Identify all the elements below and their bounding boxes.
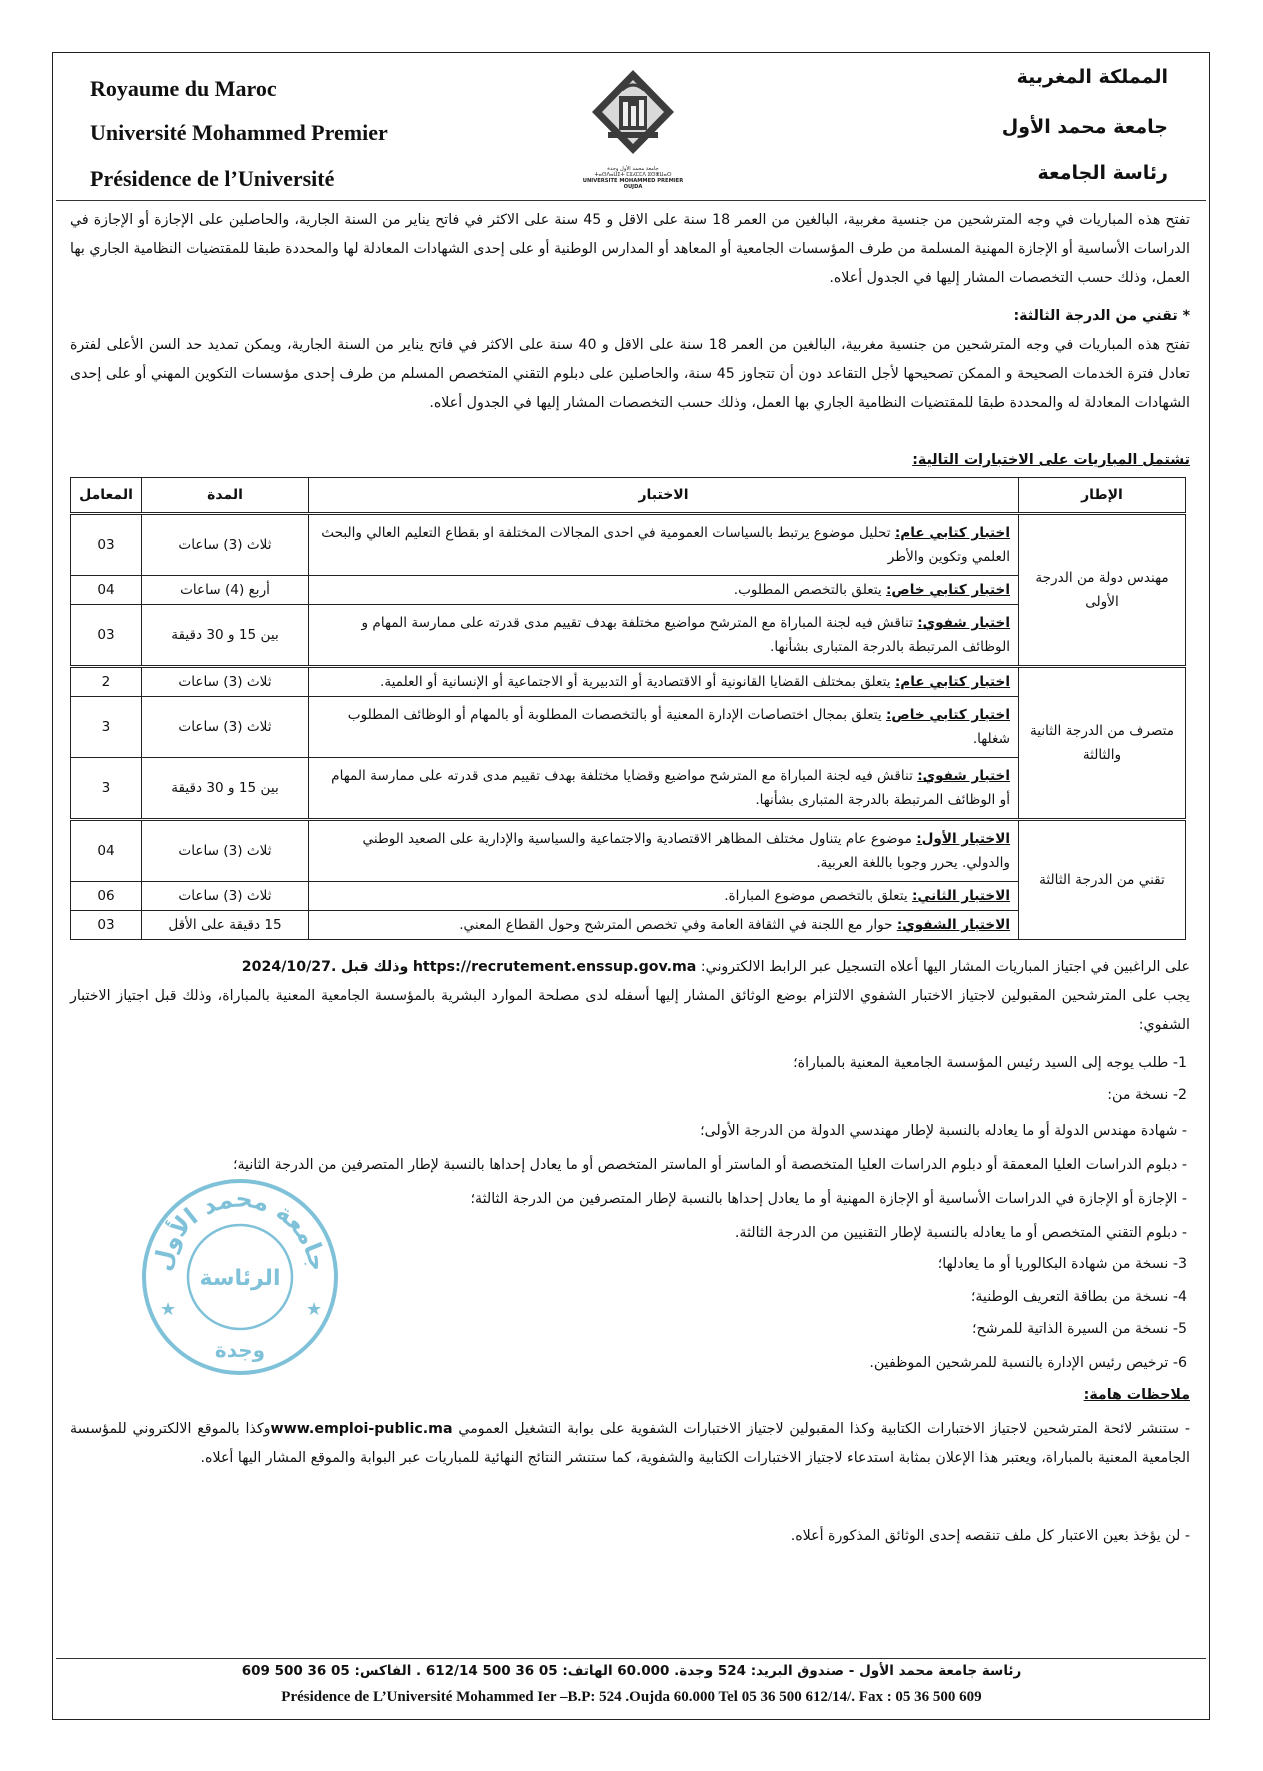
table-row: [71, 882, 1186, 911]
logo-caption-fr: UNIVERSITE MOHAMMED PREMIER OUJDA: [582, 178, 684, 190]
exam-cell: [309, 820, 1019, 882]
coef-cell: 3: [71, 758, 142, 820]
col-cadre-header: الإطار: [1019, 478, 1186, 514]
table-header-row: [71, 478, 1186, 514]
exam-cell: [309, 514, 1019, 576]
duration-cell: ثلاث (3) ساعات: [142, 697, 309, 758]
col-duration-header: المدة: [142, 478, 309, 514]
registration-deadline-label: وذلك قبل: [340, 959, 409, 975]
table-row: [71, 697, 1186, 758]
exam-cell: [309, 697, 1019, 758]
exam-label: اختبار كتابي عام:: [894, 525, 1010, 541]
stamp-center-text: الرئاسة: [199, 1266, 281, 1291]
doc-item: - دبلوم الدراسات العليا المعمقة أو دبلوم الدراسات العليا المتخصصة أو الماستر أو الماستر المتخصص أو ما يعادل إحداها بالنسبة لإطار المتصرفين من الدرجة الثانية؛: [232, 1157, 1187, 1173]
note-publication-text-a: - ستنشر لائحة المترشحين لاجتياز الاختبارات الكتابية وكذا المقبولين لاجتياز الاختبارات الشفوية على بوابة التشغيل العمومي: [458, 1421, 1191, 1437]
intro-paragraph-2: تفتح هذه المباريات في وجه المترشحين من جنسية مغربية، البالغين من العمر 18 سنة على الاقل و 40 سنة على الاكثر في فاتح يناير من السنة الجارية، ويمكن تمديد حد السن الأعلى لفترة تعادل فترة الخدمات الصحيحة و الممكن تصحيحها لأجل التقاعد دون أن تتجاوز 45 سنة، والحاصلين على دبلوم التقني المتخصص المسلم من طرف إحدى مؤسسات التكوين المهني أو على إحدى الشهادات المعادلة له والمحددة طبقا للمقتضيات النظامية الجاري بها العمل، وذلك حسب التخصصات المشار إليها في الجدول أعلاه.: [70, 337, 1191, 411]
logo-emblem-icon: [578, 66, 688, 166]
coef-cell: 03: [71, 911, 142, 940]
exam-text: حوار مع اللجنة في الثقافة العامة وفي تخصص المترشح وحول القطاع المعني.: [459, 917, 893, 933]
doc-item: - شهادة مهندس الدولة أو ما يعادله بالنسبة لإطار مهندسي الدولة من الدرجة الأولى؛: [700, 1123, 1187, 1139]
exam-label: الاختبار الثاني:: [911, 888, 1010, 904]
duration-cell: ثلاث (3) ساعات: [142, 514, 309, 576]
exam-text: يتعلق بمختلف القضايا القانونية أو الاقتصادية أو التدبيرية أو الاجتماعية أو الإنسانية أو العلمية.: [380, 674, 891, 690]
cadre-cell: متصرف من الدرجة الثانية والثالثة: [1019, 667, 1186, 820]
doc-item: 5- نسخة من السيرة الذاتية للمرشح؛: [971, 1321, 1187, 1337]
registration-text: على الراغبين في اجتياز المباريات المشار اليها أعلاه التسجيل عبر الرابط الالكتروني:: [700, 959, 1190, 975]
exam-text: يتعلق بالتخصص موضوع المباراة.: [724, 888, 908, 904]
oral-docs-intro: يجب على المترشحين المقبولين لاجتياز الاختبار الشفوي الالتزام بوضع الوثائق المشار إليها أسفله لدى مصلحة الموارد البشرية بالمؤسسة الجامعية المعنية بالمباراة، وذلك قبل اجتياز الاختبار الشفوي:: [70, 988, 1190, 1033]
doc-item: - دبلوم التقني المتخصص أو ما يعادله بالنسبة لإطار التقنيين من الدرجة الثالثة.: [734, 1225, 1187, 1241]
exam-label: اختبار كتابي خاص:: [886, 707, 1010, 723]
table-row: [71, 820, 1186, 882]
exam-label: اختبار شفوي:: [917, 768, 1010, 784]
duration-cell: بين 15 و 30 دقيقة: [142, 605, 309, 667]
exam-cell: [309, 882, 1019, 911]
exam-label: اختبار شفوي:: [917, 615, 1010, 631]
header-fr-university: Université Mohammed Premier: [90, 120, 388, 145]
exam-label: اختبار كتابي خاص:: [886, 582, 1010, 598]
exam-label: الاختبار الشفوي:: [896, 917, 1010, 933]
stamp-seal-icon: [138, 1175, 343, 1380]
coef-cell: 3: [71, 697, 142, 758]
exam-text: موضوع عام يتناول مختلف المظاهر الاقتصادية والاجتماعية والسياسية والإدارية على الصعيد الوطني والدولي. يحرر وجوبا باللغة العربية.: [362, 831, 1010, 871]
footer-french: Présidence de L’Université Mohammed Ier –B.P: 524 .Oujda 60.000 Tel 05 36 500 612/14/. Fax : 05 36 500 609: [281, 1689, 982, 1705]
logo-caption-ar: جامعة محمد الأول وجدة: [607, 166, 659, 172]
technician-heading: * تقني من الدرجة الثالثة:: [1013, 308, 1190, 324]
registration-line: [70, 953, 1190, 982]
table-row: [71, 514, 1186, 576]
exam-label: الاختبار الأول:: [916, 831, 1010, 847]
intro-paragraph-1: تفتح هذه المباريات في وجه المترشحين من جنسية مغربية، البالغين من العمر 18 سنة على الاقل و 45 سنة على الاكثر في فاتح يناير من السنة الجارية، والحاصلين على الإجازة أو الإجازة في الدراسات الأساسية أو الإجازة المهنية المسلمة من طرف المؤسسات الجامعية أو المعاهد أو المدارس الوطنية أو على إحدى الشهادات المعادلة لها والمحددة طبقا للمقتضيات النظامية الجاري بها العمل، وذلك حسب التخصصات المشار إليها في الجدول أعلاه.: [70, 212, 1190, 286]
footer-arabic: رئاسة جامعة محمد الأول - صندوق البريد: 524 وجدة. 60.000 الهاتف: 05 36 500 612/14 . الفاكس: 05 36 500 609: [241, 1663, 1022, 1679]
duration-cell: ثلاث (3) ساعات: [142, 820, 309, 882]
footer-divider: [56, 1658, 1206, 1659]
table-row: [71, 667, 1186, 697]
stamp-bottom-text: وجدة: [214, 1338, 266, 1362]
table-row: [71, 576, 1186, 605]
duration-cell: ثلاث (3) ساعات: [142, 882, 309, 911]
exam-cell: [309, 667, 1019, 697]
exam-text: تحليل موضوع يرتبط بالسياسات العمومية في احدى المجالات المختلفة او بقطاع التعليم العالي والبحث العلمي وتكوين والأطر: [321, 525, 1010, 565]
exam-text: يتعلق بمجال اختصاصات الإدارة المعنية أو بالتخصصات المطلوبة أو بالمهام أو الوظائف المطلوب شغلها.: [347, 707, 1010, 747]
registration-deadline-date: 2024/10/27.: [241, 959, 337, 975]
exam-label: اختبار كتابي عام:: [894, 674, 1010, 690]
header-divider: [56, 200, 1206, 201]
coef-cell: 2: [71, 667, 142, 697]
stamp-top-text: جامعة محمد الأول: [147, 1184, 332, 1274]
coef-cell: 06: [71, 882, 142, 911]
note-publication: [70, 1415, 1190, 1473]
university-logo: [578, 66, 688, 188]
cadre-cell: تقني من الدرجة الثالثة: [1019, 820, 1186, 940]
exams-heading: تشتمل المباريات على الاختبارات التالية:: [912, 452, 1190, 468]
header-fr-kingdom: Royaume du Maroc: [90, 76, 277, 101]
note-incomplete-file: - لن يؤخذ بعين الاعتبار كل ملف تنقصه إحدى الوثائق المذكورة أعلاه.: [790, 1528, 1190, 1544]
doc-item: - الإجازة أو الإجازة في الدراسات الأساسية أو الإجازة المهنية أو ما يعادل إحداها بالنسبة لإطار المتصرفين من الدرجة الثالثة؛: [470, 1191, 1187, 1207]
note-publication-text-b: وكذا بالموقع الالكتروني للمؤسسة الجامعية المعنية بالمباراة، ويعتبر هذا الإعلان بمثابة استدعاء لاجتياز الاختبارات الكتابية والشفوية، كما ستنشر النتائج النهائية للمباريات عبر البوابة والموقع المشار اليها أعلاه.: [70, 1421, 1190, 1466]
exam-text: تناقش فيه لجنة المباراة مع المترشح مواضيع وقضايا مختلفة بهدف تقييم مدى قدرته على ممارسة المهام أو الوظائف المرتبطة بالدرجة المتبارى بشأنها.: [331, 768, 1010, 808]
doc-item: 2- نسخة من:: [1107, 1087, 1187, 1103]
duration-cell: 15 دقيقة على الأقل: [142, 911, 309, 940]
header-ar-presidency: رئاسة الجامعة: [1037, 162, 1168, 184]
col-coef-header: المعامل: [71, 478, 142, 514]
table-row: [71, 758, 1186, 820]
exam-cell: [309, 758, 1019, 820]
coef-cell: 03: [71, 514, 142, 576]
cadre-cell: مهندس دولة من الدرجة الأولى: [1019, 514, 1186, 667]
stamp-star-icon: ★: [160, 1299, 177, 1320]
notes-heading: ملاحظات هامة:: [1083, 1387, 1190, 1403]
logo-caption-tifinagh: ⵜⴰⵙⴷⴰⵡⵉⵜ ⵎⵓⵃⵎⵎⴷ ⵓⵙⵣⵡⴰⵔ: [594, 172, 672, 178]
doc-item: 4- نسخة من بطاقة التعريف الوطنية؛: [970, 1289, 1187, 1305]
coef-cell: 04: [71, 820, 142, 882]
presidency-stamp: [138, 1175, 343, 1380]
table-row: [71, 605, 1186, 667]
header-ar-kingdom: المملكة المغربية: [1016, 66, 1168, 88]
exam-cell: [309, 605, 1019, 667]
coef-cell: 04: [71, 576, 142, 605]
exam-cell: [309, 576, 1019, 605]
header-ar-university: جامعة محمد الأول: [1001, 116, 1168, 138]
registration-link[interactable]: https://recrutement.enssup.gov.ma: [412, 959, 697, 975]
exam-text: تناقش فيه لجنة المباراة مع المترشح مواضيع مختلفة بهدف تقييم مدى قدرته على ممارسة المهام و الوظائف المرتبطة بالدرجة المتبارى بشأنها.: [361, 615, 1010, 655]
doc-item: 1- طلب يوجه إلى السيد رئيس المؤسسة الجامعية المعنية بالمباراة؛: [793, 1055, 1187, 1071]
exam-text: يتعلق بالتخصص المطلوب.: [733, 582, 882, 598]
exam-cell: [309, 911, 1019, 940]
coef-cell: 03: [71, 605, 142, 667]
duration-cell: أربع (4) ساعات: [142, 576, 309, 605]
emploi-public-link[interactable]: www.emploi-public.ma: [270, 1421, 453, 1437]
stamp-star-icon: ★: [306, 1299, 323, 1320]
duration-cell: ثلاث (3) ساعات: [142, 667, 309, 697]
table-row: [71, 911, 1186, 940]
header-fr-presidency: Présidence de l’Université: [90, 166, 335, 191]
exams-table: [70, 477, 1186, 940]
doc-item: 3- نسخة من شهادة البكالوريا أو ما يعادلها؛: [937, 1256, 1187, 1272]
duration-cell: بين 15 و 30 دقيقة: [142, 758, 309, 820]
doc-item: 6- ترخيص رئيس الإدارة بالنسبة للمرشحين الموظفين.: [869, 1355, 1187, 1371]
col-exam-header: الاختبار: [309, 478, 1019, 514]
